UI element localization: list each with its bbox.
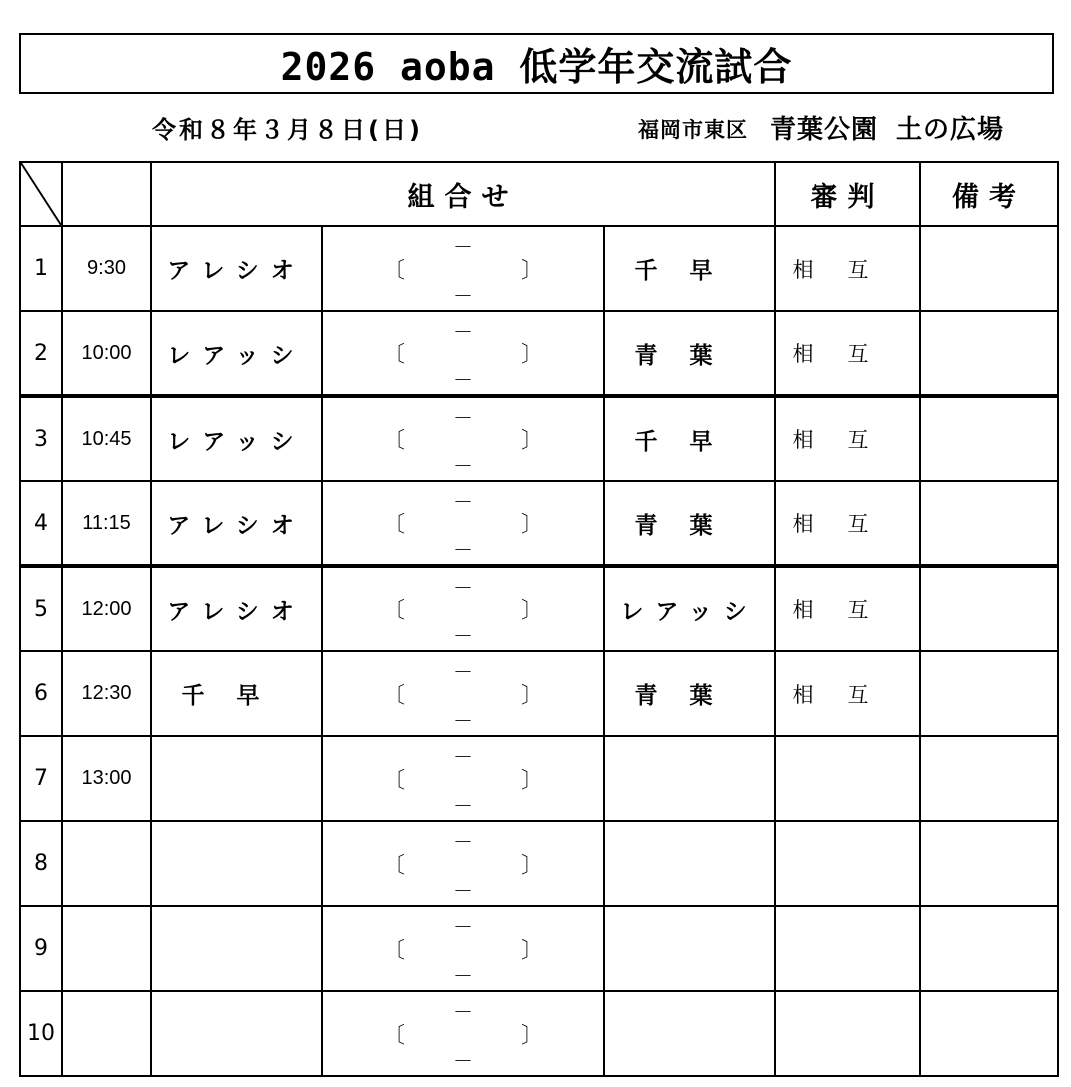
score-open-bracket: 〔 [383, 342, 406, 368]
referee-cell: 相互 [775, 311, 920, 396]
referee-cell: 相互 [775, 226, 920, 311]
table-row [20, 821, 1058, 906]
away-team: 千早 [604, 226, 775, 311]
time-header-cell [62, 162, 151, 226]
match-time: 12:00 [62, 566, 151, 651]
notes-cell [920, 736, 1058, 821]
score-dash-bottom: － [453, 964, 473, 988]
score-dash-bottom: － [453, 538, 473, 562]
table-row [20, 396, 1058, 481]
score-open-bracket: 〔 [383, 428, 406, 454]
table-row [20, 651, 1058, 736]
score-dash-top: － [453, 1000, 473, 1024]
referee-cell [775, 821, 920, 906]
referee-cell [775, 991, 920, 1076]
away-team [604, 821, 775, 906]
score-cell [322, 481, 604, 566]
match-number: 8 [20, 821, 62, 906]
score-close-bracket: 〕 [520, 428, 543, 454]
away-team: 青葉 [604, 311, 775, 396]
away-team: 千早 [604, 396, 775, 481]
score-dash-bottom: － [453, 794, 473, 818]
score-cell [322, 226, 604, 311]
score-dash-top: － [453, 320, 473, 344]
referee-header: 審判 [775, 162, 920, 226]
match-time: 11:15 [62, 481, 151, 566]
score-close-bracket: 〕 [520, 853, 543, 878]
away-team: 青葉 [604, 651, 775, 736]
home-team: アレシオ [151, 566, 322, 651]
score-dash-bottom: － [453, 709, 473, 733]
notes-cell [920, 821, 1058, 906]
notes-header: 備考 [920, 162, 1058, 226]
score-open-bracket: 〔 [383, 683, 406, 708]
venue [638, 110, 1004, 150]
match-number: 10 [20, 991, 62, 1076]
table-row [20, 736, 1058, 821]
corner-diagonal-cell [20, 162, 62, 226]
match-number: 3 [20, 396, 62, 481]
match-number: 7 [20, 736, 62, 821]
score-dash-bottom: － [453, 1049, 473, 1073]
notes-cell [920, 226, 1058, 311]
score-close-bracket: 〕 [520, 342, 543, 368]
score-close-bracket: 〕 [520, 512, 543, 538]
away-team: レアッシ [604, 566, 775, 651]
match-number: 2 [20, 311, 62, 396]
home-team [151, 821, 322, 906]
away-team [604, 991, 775, 1076]
score-open-bracket: 〔 [383, 853, 406, 878]
score-dash-top: － [453, 490, 473, 514]
away-team [604, 906, 775, 991]
home-team [151, 906, 322, 991]
table-row [20, 311, 1058, 396]
score-close-bracket: 〕 [520, 683, 543, 708]
score-close-bracket: 〕 [520, 768, 543, 793]
score-dash-top: － [453, 745, 473, 769]
notes-cell [920, 991, 1058, 1076]
match-number: 5 [20, 566, 62, 651]
score-dash-bottom: － [453, 284, 473, 308]
score-dash-top: － [453, 235, 473, 259]
score-open-bracket: 〔 [383, 768, 406, 793]
score-open-bracket: 〔 [383, 1023, 406, 1048]
score-dash-top: － [453, 915, 473, 939]
referee-cell: 相互 [775, 651, 920, 736]
score-dash-top: － [453, 830, 473, 854]
match-time: 12:30 [62, 651, 151, 736]
score-open-bracket: 〔 [383, 938, 406, 963]
score-cell [322, 906, 604, 991]
home-team: アレシオ [151, 226, 322, 311]
header-row [20, 162, 1058, 226]
referee-cell [775, 906, 920, 991]
score-dash-bottom: － [453, 368, 473, 392]
diagonal-line-icon [21, 163, 61, 225]
away-team: 青葉 [604, 481, 775, 566]
table-row [20, 226, 1058, 311]
match-header: 組合せ [151, 162, 775, 226]
score-cell [322, 566, 604, 651]
match-time: 10:00 [62, 311, 151, 396]
score-cell [322, 396, 604, 481]
score-dash-bottom: － [453, 879, 473, 903]
score-close-bracket: 〕 [520, 258, 543, 283]
score-open-bracket: 〔 [383, 512, 406, 538]
table-row [20, 991, 1058, 1076]
notes-cell [920, 906, 1058, 991]
score-cell [322, 651, 604, 736]
venue-plaza: 土の広場 [896, 115, 1005, 145]
match-time: 10:45 [62, 396, 151, 481]
match-time [62, 906, 151, 991]
referee-cell [775, 736, 920, 821]
home-team: アレシオ [151, 481, 322, 566]
score-cell [322, 991, 604, 1076]
home-team: レアッシ [151, 311, 322, 396]
score-dash-bottom: － [453, 454, 473, 478]
table-row [20, 481, 1058, 566]
home-team: レアッシ [151, 396, 322, 481]
score-open-bracket: 〔 [383, 598, 406, 624]
referee-cell: 相互 [775, 481, 920, 566]
table-row [20, 906, 1058, 991]
home-team: 千早 [151, 651, 322, 736]
match-number: 9 [20, 906, 62, 991]
score-dash-top: － [453, 576, 473, 600]
score-dash-top: － [453, 660, 473, 684]
match-time: 13:00 [62, 736, 151, 821]
match-number: 4 [20, 481, 62, 566]
match-time [62, 991, 151, 1076]
score-cell [322, 736, 604, 821]
away-team [604, 736, 775, 821]
referee-cell: 相互 [775, 396, 920, 481]
home-team [151, 736, 322, 821]
score-close-bracket: 〕 [520, 938, 543, 963]
notes-cell [920, 566, 1058, 651]
score-dash-bottom: － [453, 624, 473, 648]
score-open-bracket: 〔 [383, 258, 406, 283]
notes-cell [920, 481, 1058, 566]
score-cell [322, 311, 604, 396]
table-row [20, 566, 1058, 651]
document-title: 2026 aoba 低学年交流試合 [19, 33, 1054, 94]
match-time [62, 821, 151, 906]
score-close-bracket: 〕 [520, 598, 543, 624]
notes-cell [920, 396, 1058, 481]
event-date: 令和８年３月８日(日) [152, 116, 423, 144]
score-cell [322, 821, 604, 906]
referee-cell: 相互 [775, 566, 920, 651]
score-dash-top: － [453, 406, 473, 430]
match-number: 6 [20, 651, 62, 736]
schedule-table [19, 161, 1059, 1077]
score-close-bracket: 〕 [520, 1023, 543, 1048]
match-time: 9:30 [62, 226, 151, 311]
notes-cell [920, 311, 1058, 396]
home-team [151, 991, 322, 1076]
venue-ward: 福岡市東区 [638, 118, 748, 142]
notes-cell [920, 651, 1058, 736]
match-number: 1 [20, 226, 62, 311]
venue-park: 青葉公園 [770, 115, 879, 145]
